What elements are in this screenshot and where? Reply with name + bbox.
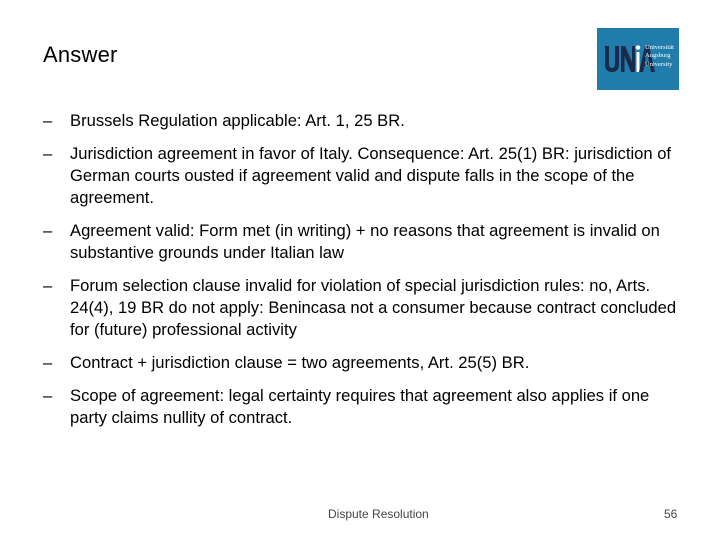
bullet-item (43, 143, 683, 209)
logo-line-3: University (645, 60, 673, 68)
bullet-text: Scope of agreement: legal certainty requires that agreement also applies if one party claims nullity of contract. (70, 386, 650, 427)
bullet-dash: – (43, 221, 53, 240)
bullet-item (43, 385, 683, 429)
logo-line-2: Augsburg (645, 52, 671, 60)
page-number: 56 (664, 507, 678, 521)
slide-title: Answer (43, 42, 118, 67)
bullet-dash: – (43, 111, 53, 130)
bullet-item (43, 352, 683, 374)
bullet-text: Agreement valid: Form met (in writing) + no reasons that agreement is invalid on substantive grounds under Italian law (70, 221, 660, 262)
bullet-text: Brussels Regulation applicable: Art. 1, 25 BR. (70, 111, 405, 130)
bullet-dash: – (43, 276, 53, 295)
bullet-text: Jurisdiction agreement in favor of Italy. Consequence: Art. 25(1) BR: jurisdiction of German courts ousted if agreement valid and dispute falls in the scope of the agreement. (70, 144, 672, 207)
bullet-item (43, 110, 683, 132)
bullet-dash: – (43, 353, 53, 372)
bullet-item (43, 220, 683, 264)
bullet-dash: – (43, 386, 53, 405)
logo-text (645, 44, 679, 69)
bullet-item (43, 275, 683, 341)
university-logo (597, 28, 679, 90)
bullet-text: Forum selection clause invalid for violation of special jurisdiction rules: no, Arts. 24(4), 19 BR do not apply: Benincasa not a consumer because contract concluded for (future) professional activity (70, 276, 677, 339)
logo-line-1: Universität (645, 44, 674, 51)
footer-label: Dispute Resolution (328, 507, 429, 521)
bullet-text: Contract + jurisdiction clause = two agreements, Art. 25(5) BR. (70, 353, 530, 372)
bullet-dash: – (43, 144, 53, 163)
bullet-list (43, 110, 683, 440)
